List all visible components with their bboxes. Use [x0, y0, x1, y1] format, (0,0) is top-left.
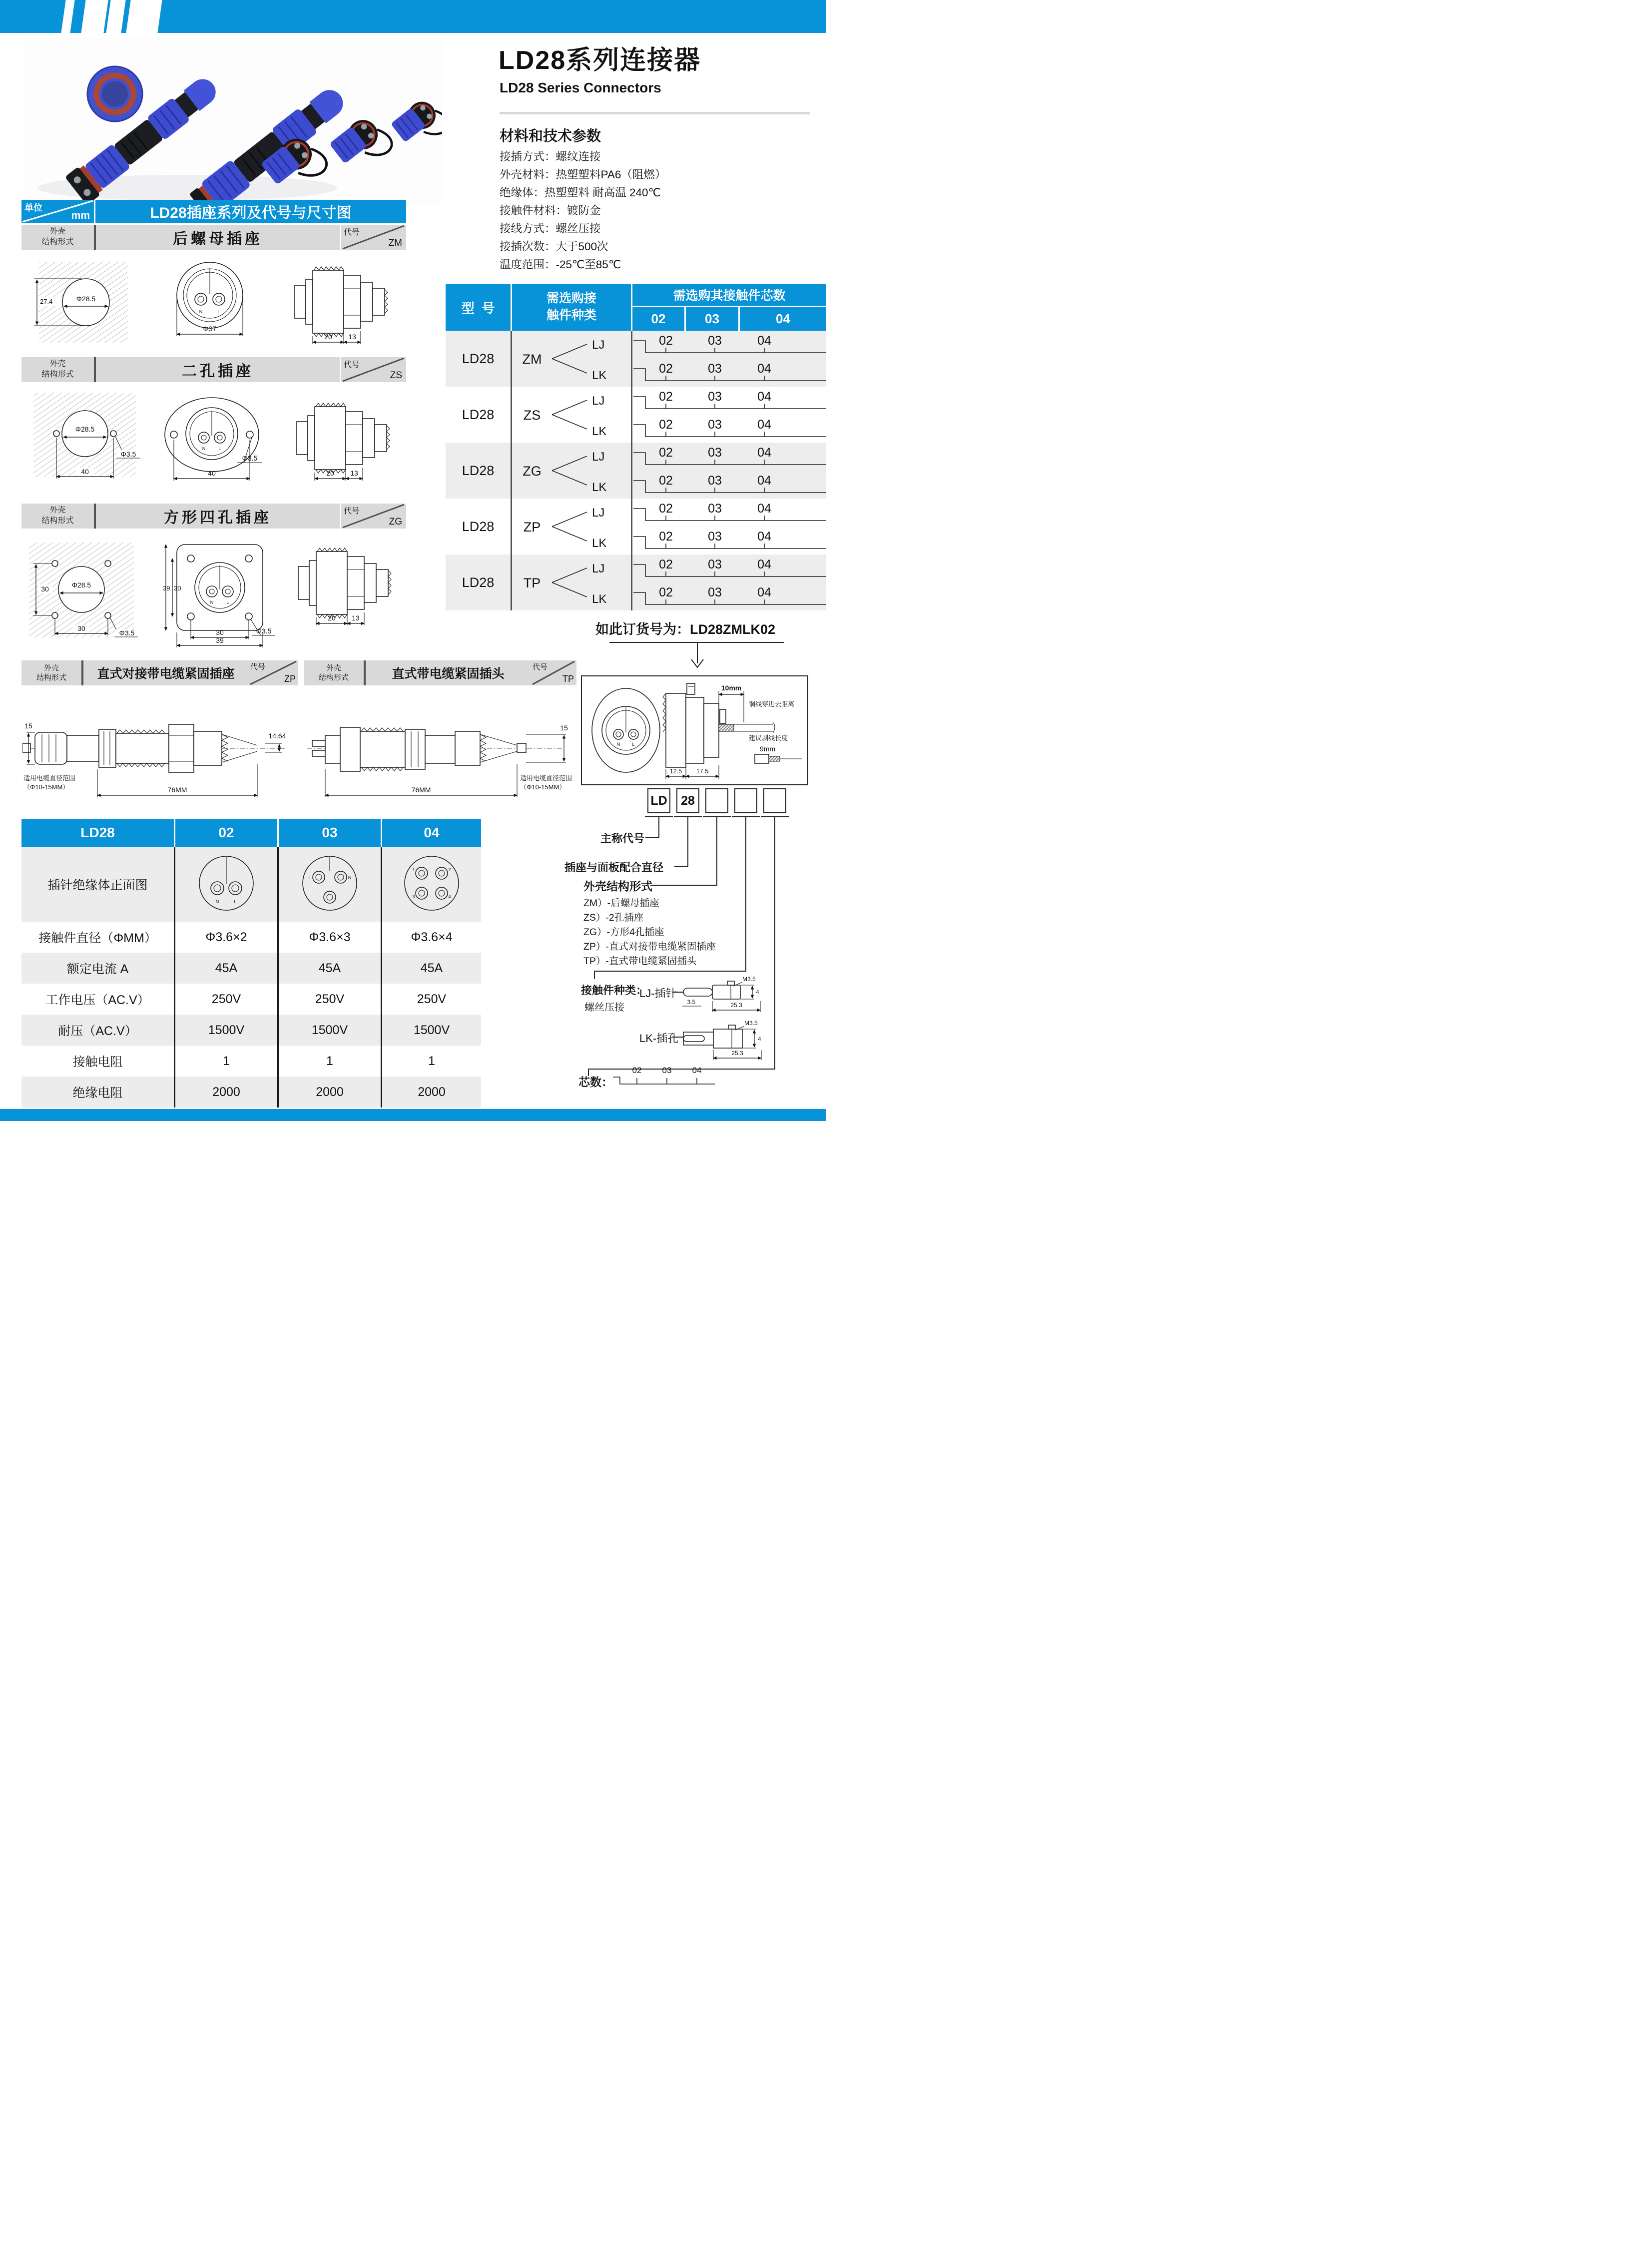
svg-text:Φ3.5: Φ3.5	[120, 450, 136, 458]
lk-socket-drawing	[679, 1020, 772, 1064]
spec-label: 工作电压（AC.V）	[45, 993, 150, 1007]
legend-cores-label: 芯数：	[578, 1076, 613, 1089]
svg-text:LJ: LJ	[592, 394, 605, 408]
svg-text:Φ37: Φ37	[203, 325, 217, 333]
svg-text:02: 02	[659, 474, 673, 488]
shell-label-l2: 结构形式	[41, 238, 74, 246]
svg-text:30: 30	[216, 628, 224, 636]
section-title-zp: 直式对接带电缆紧固插座	[83, 660, 248, 685]
code-box-28: 28	[676, 788, 699, 813]
section-title-zm: 后螺母插座	[96, 225, 340, 250]
spec-value: 45A	[420, 961, 443, 975]
spec-value: 250V	[417, 992, 447, 1006]
contact-type-line1: 需选购接	[546, 291, 596, 306]
svg-text:Φ3.5: Φ3.5	[119, 629, 135, 637]
zm-panel-cutout-drawing	[30, 252, 135, 351]
svg-text:ZP: ZP	[523, 520, 541, 535]
spec-label: 额定电流 A	[66, 962, 129, 976]
svg-text:04: 04	[692, 1066, 702, 1075]
svg-text:LK: LK	[592, 425, 607, 438]
zg-side-view-drawing	[292, 534, 397, 632]
svg-text:TP: TP	[523, 575, 541, 590]
svg-text:建议剥线长度: 建议剥线长度	[749, 734, 788, 742]
svg-text:15: 15	[560, 724, 568, 732]
param-line: 温度范围：-25℃至85℃	[500, 258, 621, 271]
core-col-02: 02	[632, 307, 684, 331]
svg-text:LJ: LJ	[592, 450, 605, 464]
legend-lk: LK-插孔	[639, 1032, 679, 1045]
zm-front-view-drawing	[165, 252, 255, 351]
spec-value: 1500V	[311, 1023, 348, 1037]
shell-label-l2: 结构形式	[36, 673, 66, 682]
unit-label: 单位	[24, 203, 42, 213]
svg-text:13: 13	[352, 614, 360, 622]
svg-text:02: 02	[659, 390, 673, 404]
svg-text:02: 02	[659, 502, 673, 516]
spec-header-ld28: LD28	[21, 819, 174, 847]
legend-shell-item: ZG）-方形4孔插座	[583, 927, 664, 938]
order-diagram-drawing	[582, 676, 807, 784]
spec-value: 2000	[316, 1085, 344, 1099]
spec-value: 1	[326, 1054, 333, 1068]
code-value-tp: TP	[562, 674, 574, 684]
svg-text:N: N	[215, 899, 219, 904]
cores-row	[632, 499, 826, 527]
svg-text:04: 04	[757, 474, 771, 488]
order-diagram-box	[581, 675, 808, 785]
shell-label-l1: 外壳	[326, 663, 341, 672]
svg-text:04: 04	[757, 362, 771, 376]
svg-text:15: 15	[24, 722, 32, 730]
zm-side-view-drawing	[289, 252, 394, 351]
shell-label-l1: 外壳	[49, 360, 66, 369]
spec-header-03: 03	[279, 819, 381, 847]
contact-type-line2: 触件种类	[546, 308, 596, 322]
shell-label-l2: 结构形式	[318, 673, 349, 682]
svg-text:40: 40	[208, 469, 216, 477]
spec-value: 1	[428, 1054, 435, 1068]
svg-text:N: N	[348, 875, 352, 880]
code-cell-zm	[341, 225, 406, 250]
spec-value: 1500V	[208, 1023, 245, 1037]
svg-text:（Φ10-15MM）: （Φ10-15MM）	[23, 783, 69, 791]
svg-text:04: 04	[757, 446, 771, 460]
section-title-tp: 直式带电缆紧固插头	[366, 660, 531, 685]
title-divider	[500, 112, 810, 114]
svg-text:LK: LK	[592, 592, 607, 606]
series-title: LD28插座系列及代号与尺寸图	[95, 200, 406, 223]
svg-text:17.5: 17.5	[696, 768, 709, 775]
svg-text:02: 02	[659, 585, 673, 599]
zs-front-view-drawing	[161, 384, 263, 491]
svg-text:03: 03	[662, 1066, 672, 1075]
svg-text:L: L	[632, 742, 635, 747]
shell-label-l1: 外壳	[49, 227, 66, 236]
svg-text:30: 30	[41, 585, 49, 593]
cores-row	[632, 527, 826, 555]
param-line: 接线方式：螺丝压接	[500, 222, 601, 235]
code-box-ld: LD	[647, 788, 670, 813]
svg-text:L: L	[226, 600, 229, 605]
legend-shell-item: TP）-直式带电缆紧固插头	[583, 956, 697, 967]
svg-text:适用电缆直径范围: 适用电缆直径范围	[520, 774, 572, 782]
svg-text:L: L	[308, 875, 311, 880]
svg-text:M3.5: M3.5	[744, 1020, 758, 1027]
code-label: 代号	[344, 361, 360, 369]
code-cell-zs	[341, 357, 406, 382]
code-value-zg: ZG	[389, 517, 402, 527]
page-title: LD28系列连接器	[499, 46, 701, 75]
svg-text:LJ: LJ	[592, 562, 605, 575]
face-2pin-drawing	[196, 849, 256, 919]
legend-shell-item: ZP）-直式对接带电缆紧固插座	[583, 941, 716, 952]
svg-text:20: 20	[324, 333, 332, 341]
svg-text:04: 04	[757, 418, 771, 432]
svg-text:03: 03	[708, 334, 722, 348]
svg-text:39: 39	[163, 584, 170, 592]
svg-text:3: 3	[412, 894, 415, 899]
spec-value: 2000	[418, 1085, 446, 1099]
shell-form-label	[304, 660, 364, 685]
page-subtitle: LD28 Series Connectors	[500, 80, 661, 95]
svg-text:N: N	[210, 600, 214, 605]
branch-tp	[512, 555, 631, 610]
svg-text:02: 02	[659, 362, 673, 376]
shell-form-label	[21, 504, 94, 529]
svg-text:Φ28.5: Φ28.5	[75, 425, 95, 433]
shell-label-l2: 结构形式	[41, 517, 74, 525]
shell-form-label	[21, 660, 81, 685]
svg-text:02: 02	[659, 446, 673, 460]
svg-text:10mm: 10mm	[721, 684, 742, 692]
zg-panel-cutout-drawing	[24, 530, 139, 649]
cores-row	[632, 359, 826, 387]
svg-text:03: 03	[708, 446, 722, 460]
zp-drawing	[22, 689, 295, 814]
svg-text:03: 03	[708, 362, 722, 376]
spec-value: 1500V	[413, 1023, 450, 1037]
spec-value: 2000	[212, 1085, 240, 1099]
unit-value: mm	[71, 210, 90, 221]
code-value-zs: ZS	[390, 370, 402, 381]
svg-text:04: 04	[757, 585, 771, 599]
cores-row	[632, 582, 826, 610]
code-box-cores	[763, 788, 786, 813]
svg-text:30: 30	[174, 584, 181, 592]
svg-text:40: 40	[81, 468, 89, 476]
svg-text:14.64: 14.64	[268, 732, 286, 740]
face-3pin-drawing	[300, 849, 360, 919]
code-box-shell	[705, 788, 728, 813]
shell-label-l1: 外壳	[49, 506, 66, 515]
legend-shell-form: 外壳结构形式	[583, 880, 652, 893]
branch-zs	[512, 387, 631, 443]
spec-label: 耐压（AC.V）	[58, 1024, 137, 1038]
zs-side-view-drawing	[291, 389, 396, 488]
order-pointer-arrow	[599, 639, 809, 670]
spec-value: Φ3.6×2	[205, 930, 247, 944]
code-value-zm: ZM	[388, 238, 402, 248]
svg-text:02: 02	[659, 558, 673, 571]
core-col-04: 04	[740, 307, 826, 331]
svg-text:12.5: 12.5	[669, 768, 682, 775]
spec-header-04: 04	[382, 819, 481, 847]
code-cell-zg	[341, 504, 406, 529]
svg-text:（Φ10-15MM）: （Φ10-15MM）	[520, 783, 566, 791]
svg-text:04: 04	[757, 502, 771, 516]
face-4pin-drawing	[402, 849, 462, 919]
cores-row	[632, 555, 826, 582]
svg-text:04: 04	[757, 390, 771, 404]
banner-stripe	[81, 0, 108, 33]
svg-text:2: 2	[448, 867, 451, 872]
svg-text:04: 04	[757, 334, 771, 348]
svg-text:L: L	[218, 446, 221, 451]
product-photo	[22, 38, 442, 206]
code-label: 代号	[250, 663, 266, 671]
shell-label-l2: 结构形式	[41, 370, 74, 379]
svg-text:20: 20	[326, 469, 334, 477]
spec-value: Φ3.6×4	[411, 930, 453, 944]
branch-zm	[512, 331, 631, 387]
lj-pin-drawing	[679, 975, 772, 1017]
svg-text:02: 02	[659, 418, 673, 432]
svg-text:ZG: ZG	[523, 464, 542, 479]
svg-text:适用电缆直径范围: 适用电缆直径范围	[23, 774, 76, 782]
shell-form-label	[21, 357, 94, 382]
code-cell-zp	[248, 660, 298, 685]
svg-text:27.4: 27.4	[40, 298, 53, 305]
spec-label: 插针绝缘体正面图	[47, 878, 148, 892]
zs-panel-cutout-drawing	[27, 384, 142, 491]
svg-text:30: 30	[77, 624, 85, 632]
svg-text:N: N	[616, 742, 620, 747]
cores-row	[632, 471, 826, 499]
shell-form-label	[21, 225, 94, 250]
svg-text:9mm: 9mm	[760, 745, 776, 753]
svg-text:20: 20	[328, 614, 336, 622]
svg-text:4: 4	[758, 1036, 761, 1043]
legend-shell-item: ZS）-2孔插座	[583, 912, 644, 923]
svg-text:39: 39	[216, 636, 224, 644]
spec-label: 接触电阻	[72, 1055, 123, 1069]
svg-text:03: 03	[708, 530, 722, 544]
svg-text:LJ: LJ	[592, 506, 605, 520]
legend-contact-method: 螺丝压接	[584, 1002, 624, 1013]
svg-text:ZS: ZS	[523, 408, 541, 423]
legend-main-code: 主称代号	[600, 832, 645, 845]
cores-row	[632, 387, 826, 415]
model-cell: LD28	[462, 463, 495, 478]
param-line: 外壳材料：热塑塑料PA6（阻燃）	[500, 168, 666, 181]
shell-label-l1: 外壳	[43, 663, 59, 672]
model-cell: LD28	[462, 351, 495, 366]
svg-text:铜线穿进去距离: 铜线穿进去距离	[749, 700, 795, 708]
branch-zp	[512, 499, 631, 555]
model-cell: LD28	[462, 574, 495, 590]
svg-text:03: 03	[708, 585, 722, 599]
svg-text:25.3: 25.3	[731, 1050, 743, 1057]
svg-text:3.5: 3.5	[687, 999, 696, 1006]
param-line: 接插方式：螺纹连接	[500, 150, 601, 163]
branch-zg	[512, 443, 631, 499]
svg-text:Φ3.5: Φ3.5	[256, 627, 272, 635]
cores-row	[632, 443, 826, 471]
svg-text:03: 03	[708, 558, 722, 571]
svg-text:N: N	[202, 446, 206, 451]
code-cell-tp	[531, 660, 576, 685]
svg-text:25.3: 25.3	[730, 1002, 742, 1009]
cores-row	[632, 331, 826, 359]
param-line: 绝缘体：热塑塑料 耐高温 240℃	[500, 186, 661, 199]
svg-text:Φ28.5: Φ28.5	[71, 581, 91, 589]
spec-value: 1	[223, 1054, 230, 1068]
svg-text:LJ: LJ	[592, 338, 605, 352]
svg-text:ZM: ZM	[522, 352, 542, 367]
svg-text:03: 03	[708, 418, 722, 432]
svg-text:76MM: 76MM	[167, 786, 187, 794]
datasheet-page	[0, 0, 826, 1121]
cores-legend-bracket	[612, 1062, 719, 1090]
model-cell: LD28	[462, 407, 495, 422]
model-cell: LD28	[462, 519, 495, 534]
spec-value: 45A	[215, 961, 238, 975]
params-heading: 材料和技术参数	[500, 128, 601, 144]
spec-label: 绝缘电阻	[72, 1086, 123, 1100]
code-value-zp: ZP	[284, 674, 296, 684]
code-label: 代号	[533, 663, 548, 671]
section-title-zs: 二孔插座	[96, 357, 340, 382]
param-line: 接插次数：大于500次	[500, 240, 608, 253]
code-box-contact	[734, 788, 757, 813]
svg-text:LK: LK	[592, 369, 607, 382]
bottom-banner	[0, 1109, 826, 1121]
code-label: 代号	[344, 507, 360, 516]
code-label: 代号	[344, 228, 360, 237]
svg-text:13: 13	[350, 469, 358, 477]
svg-text:03: 03	[708, 502, 722, 516]
zg-front-view-drawing	[159, 530, 276, 649]
svg-text:L: L	[217, 309, 220, 314]
selection-header-cores: 需选购其接触件芯数	[632, 284, 826, 306]
svg-text:02: 02	[659, 334, 673, 348]
spec-value: Φ3.6×3	[309, 930, 351, 944]
unit-cell	[21, 200, 94, 223]
svg-text:03: 03	[708, 390, 722, 404]
svg-text:N: N	[199, 309, 203, 314]
svg-text:76MM: 76MM	[411, 786, 431, 794]
svg-text:03: 03	[708, 474, 722, 488]
selection-header-contact-type	[512, 284, 631, 331]
svg-text:13: 13	[348, 333, 356, 341]
selection-header-model: 型 号	[446, 284, 511, 331]
svg-text:1: 1	[412, 867, 415, 872]
svg-text:LK: LK	[592, 481, 607, 494]
spec-label: 接触件直径（ΦMM）	[38, 931, 157, 945]
spec-header-02: 02	[175, 819, 277, 847]
svg-text:L: L	[234, 899, 237, 904]
legend-panel-dia: 插座与面板配合直径	[564, 861, 664, 874]
banner-stripe	[126, 0, 162, 33]
svg-text:02: 02	[659, 530, 673, 544]
svg-text:Φ3.5: Φ3.5	[242, 454, 258, 462]
core-col-03: 03	[686, 307, 738, 331]
svg-text:Φ28.5: Φ28.5	[76, 295, 96, 303]
svg-text:4: 4	[756, 989, 759, 996]
legend-lj: LJ-插针	[639, 987, 677, 1000]
spec-value: 45A	[318, 961, 341, 975]
spec-value: 250V	[211, 992, 241, 1006]
section-title-zg: 方形四孔插座	[96, 504, 340, 529]
legend-shell-item: ZM）-后螺母插座	[583, 898, 659, 909]
svg-text:LK: LK	[592, 537, 607, 550]
svg-text:4: 4	[448, 894, 451, 899]
svg-text:04: 04	[757, 558, 771, 571]
spec-value: 250V	[315, 992, 345, 1006]
legend-contact-kind: 接触件种类：	[581, 984, 647, 997]
svg-text:04: 04	[757, 530, 771, 544]
param-line: 接触件材料：镀防金	[500, 204, 601, 217]
cores-row	[632, 415, 826, 443]
svg-text:02: 02	[632, 1066, 642, 1075]
order-example: 如此订货号为：LD28ZMLK02	[595, 622, 776, 637]
tp-drawing	[302, 689, 574, 814]
svg-text:M3.5: M3.5	[742, 976, 756, 983]
